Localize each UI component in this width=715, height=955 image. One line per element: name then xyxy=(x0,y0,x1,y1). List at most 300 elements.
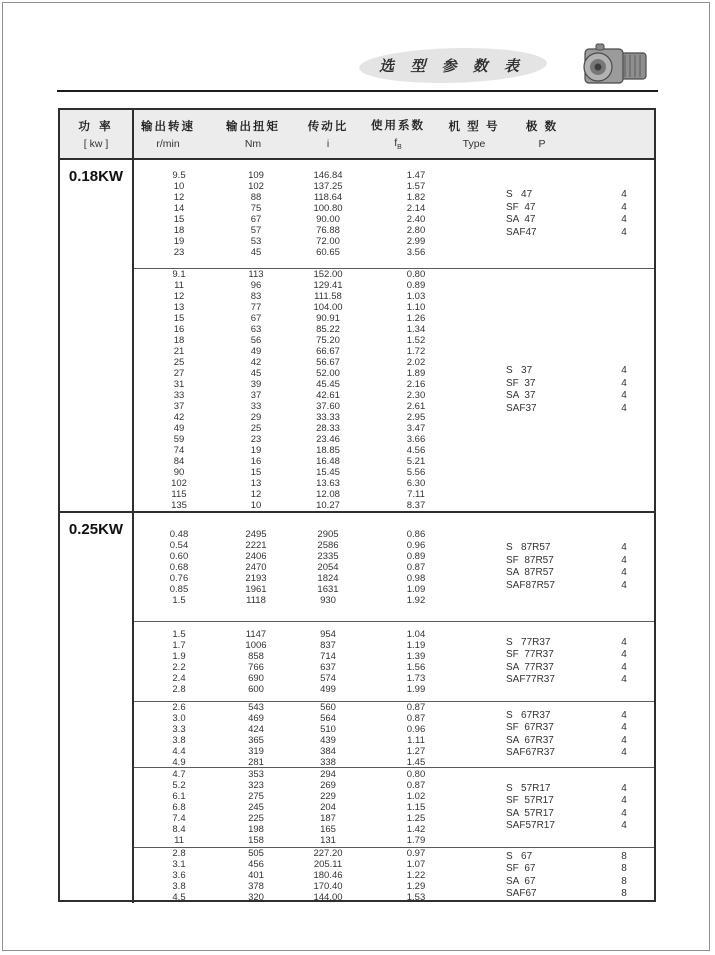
ratio-cell: 2054 xyxy=(317,561,339,573)
factor-cell: 1.73 xyxy=(406,672,426,684)
factor-cell: 0.89 xyxy=(406,550,426,562)
speed-cell: 4.5 xyxy=(172,892,186,903)
torque-cell: 378 xyxy=(248,881,264,892)
torque-cell: 19 xyxy=(250,445,262,456)
torque-cell: 2406 xyxy=(245,550,267,562)
table-row xyxy=(134,529,654,540)
model-type-row: SA 47 4 xyxy=(506,214,651,227)
factor-cell: 0.87 xyxy=(406,701,426,713)
model-type-row: SAF57R17 4 xyxy=(506,820,651,833)
speed-cell: 49 xyxy=(173,423,185,434)
ratio-cell: 560 xyxy=(320,701,336,713)
factor-cell: 1.57 xyxy=(406,181,426,192)
poles-value: 4 xyxy=(621,782,627,794)
speed-cell: 19 xyxy=(173,236,185,247)
ratio-cell: 129.41 xyxy=(313,280,343,291)
factor-cell: 3.56 xyxy=(406,247,426,258)
torque-cell: 63 xyxy=(250,324,262,335)
speed-cell: 1.5 xyxy=(172,628,186,640)
speed-cell: 18 xyxy=(173,225,185,236)
torque-cell: 281 xyxy=(248,756,264,767)
ratio-cell: 165 xyxy=(320,824,336,835)
factor-cell: 0.96 xyxy=(406,539,426,551)
torque-cell: 365 xyxy=(248,734,264,746)
model-type-row: SAF67 8 xyxy=(506,888,651,901)
ratio-cell: 104.00 xyxy=(313,302,343,313)
ratio-cell: 2905 xyxy=(317,528,339,540)
factor-cell: 2.02 xyxy=(406,357,426,368)
torque-cell: 53 xyxy=(250,236,262,247)
header-poles: 极 数 P xyxy=(525,121,559,150)
torque-cell: 2470 xyxy=(245,561,267,573)
table-row xyxy=(134,291,654,302)
ratio-cell: 131 xyxy=(320,835,336,846)
factor-cell: 2.61 xyxy=(406,401,426,412)
table-row xyxy=(134,302,654,313)
poles-value: 4 xyxy=(621,579,627,591)
speed-cell: 11 xyxy=(174,280,184,291)
factor-cell: 1.89 xyxy=(406,368,426,379)
torque-cell: 57 xyxy=(250,225,262,236)
torque-cell: 77 xyxy=(250,302,262,313)
table-header-row xyxy=(60,110,654,160)
ratio-group xyxy=(134,160,654,268)
gearmotor-image xyxy=(576,40,652,92)
model-type-block xyxy=(506,851,651,901)
ratio-cell: 837 xyxy=(320,639,336,651)
torque-cell: 25 xyxy=(250,423,262,434)
poles-value: 4 xyxy=(621,189,627,200)
poles-value: 4 xyxy=(621,661,627,673)
ratio-cell: 75.20 xyxy=(316,335,340,346)
speed-cell: 0.60 xyxy=(169,550,189,562)
speed-cell: 2.8 xyxy=(172,683,186,695)
table-row xyxy=(134,445,654,456)
torque-cell: 225 xyxy=(248,813,264,824)
speed-cell: 3.8 xyxy=(172,734,186,746)
ratio-cell: 1631 xyxy=(317,583,339,595)
speed-cell: 8.4 xyxy=(172,824,186,835)
ratio-cell: 28.33 xyxy=(316,423,340,434)
torque-cell: 45 xyxy=(250,247,262,258)
torque-cell: 109 xyxy=(248,170,264,181)
model-type-row: SA 77R37 4 xyxy=(506,662,651,675)
poles-value: 4 xyxy=(621,807,627,819)
torque-cell: 158 xyxy=(248,835,264,846)
poles-value: 4 xyxy=(621,734,627,746)
torque-cell: 67 xyxy=(250,214,262,225)
poles-value: 4 xyxy=(621,365,627,376)
ratio-cell: 33.33 xyxy=(316,412,340,423)
ratio-cell: 10.27 xyxy=(316,500,340,511)
ratio-cell: 564 xyxy=(320,712,336,724)
torque-cell: 15 xyxy=(250,467,262,478)
speed-cell: 59 xyxy=(173,434,185,445)
poles-value: 4 xyxy=(621,636,627,648)
torque-cell: 320 xyxy=(248,892,264,903)
speed-cell: 1.9 xyxy=(172,650,186,662)
ratio-cell: 269 xyxy=(320,780,336,791)
model-type-row: S 77R37 4 xyxy=(506,637,651,650)
model-type-row: SA 87R57 4 xyxy=(506,567,651,580)
model-type-row: S 57R17 4 xyxy=(506,783,651,796)
model-type-row: SAF77R37 4 xyxy=(506,674,651,687)
torque-cell: 39 xyxy=(250,379,262,390)
factor-cell: 1.56 xyxy=(406,661,426,673)
model-type-row: SA 67R37 4 xyxy=(506,735,651,748)
factor-cell: 1.19 xyxy=(406,639,426,651)
ratio-cell: 118.64 xyxy=(313,192,343,203)
factor-cell: 3.47 xyxy=(406,423,426,434)
speed-cell: 3.8 xyxy=(172,881,186,892)
torque-cell: 2193 xyxy=(245,572,267,584)
factor-cell: 1.79 xyxy=(406,835,426,846)
ratio-cell: 137.25 xyxy=(313,181,343,192)
speed-cell: 2.2 xyxy=(172,661,186,673)
torque-cell: 1147 xyxy=(245,628,267,640)
model-type-row: SA 37 4 xyxy=(506,390,651,403)
table-row xyxy=(134,456,654,467)
model-type-row: SA 67 8 xyxy=(506,876,651,889)
ratio-cell: 111.58 xyxy=(314,291,342,302)
header-power-label: 功 率 xyxy=(78,121,114,133)
torque-cell: 49 xyxy=(250,346,262,357)
speed-cell: 2.4 xyxy=(172,672,186,684)
factor-cell: 1.09 xyxy=(406,583,426,595)
model-type-row: S 47 4 xyxy=(506,189,651,202)
torque-cell: 33 xyxy=(250,401,262,412)
speed-cell: 13 xyxy=(173,302,185,313)
speed-cell: 10 xyxy=(173,181,185,192)
torque-cell: 37 xyxy=(250,390,262,401)
model-type-row: SA 57R17 4 xyxy=(506,808,651,821)
ratio-cell: 2335 xyxy=(317,550,339,562)
factor-cell: 4.56 xyxy=(406,445,426,456)
factor-cell: 2.14 xyxy=(406,203,426,214)
poles-value: 4 xyxy=(621,201,627,213)
poles-value: 4 xyxy=(621,567,627,578)
ratio-cell: 23.46 xyxy=(316,434,340,445)
speed-cell: 1.5 xyxy=(172,594,186,606)
header-power xyxy=(60,110,134,158)
torque-cell: 600 xyxy=(248,683,264,695)
ratio-cell: 90.91 xyxy=(316,313,340,324)
factor-cell: 0.87 xyxy=(406,561,426,573)
torque-cell: 1961 xyxy=(245,583,267,595)
torque-cell: 56 xyxy=(250,335,262,346)
table-row xyxy=(134,434,654,445)
ratio-cell: 930 xyxy=(320,594,336,606)
speed-cell: 0.76 xyxy=(169,572,189,584)
speed-cell: 42 xyxy=(173,412,185,423)
speed-cell: 37 xyxy=(173,401,185,412)
ratio-cell: 52.00 xyxy=(316,368,340,379)
speed-cell: 1.7 xyxy=(172,639,186,651)
factor-cell: 1.34 xyxy=(406,324,426,335)
table-row xyxy=(134,835,654,846)
factor-cell: 1.47 xyxy=(406,170,426,181)
speed-cell: 90 xyxy=(173,467,185,478)
speed-cell: 18 xyxy=(173,335,185,346)
model-type-row: SF 47 4 xyxy=(506,202,651,215)
torque-cell: 275 xyxy=(248,791,264,802)
torque-cell: 10 xyxy=(250,500,262,511)
ratio-group xyxy=(134,513,654,621)
model-type-row: SF 67 8 xyxy=(506,863,651,876)
torque-cell: 469 xyxy=(248,712,264,724)
factor-cell: 1.92 xyxy=(406,594,426,606)
factor-cell: 1.04 xyxy=(406,628,426,640)
torque-cell: 2495 xyxy=(245,528,267,540)
table-row xyxy=(134,423,654,434)
table-row xyxy=(134,595,654,606)
factor-cell: 0.98 xyxy=(406,572,426,584)
poles-value: 4 xyxy=(621,722,627,733)
table-row xyxy=(134,313,654,324)
ratio-cell: 152.00 xyxy=(313,269,343,280)
table-body xyxy=(60,160,654,903)
ratio-cell: 338 xyxy=(320,756,336,767)
ratio-cell: 12.08 xyxy=(316,489,340,500)
ratio-cell: 187 xyxy=(320,813,336,824)
factor-cell: 1.72 xyxy=(406,346,426,357)
factor-cell: 1.11 xyxy=(407,734,425,746)
speed-cell: 11 xyxy=(174,835,184,846)
factor-cell: 1.52 xyxy=(406,335,426,346)
torque-cell: 766 xyxy=(248,661,264,673)
model-type-block xyxy=(506,542,651,592)
speed-cell: 4.7 xyxy=(172,769,186,780)
torque-cell: 13 xyxy=(250,478,262,489)
ratio-cell: 439 xyxy=(320,734,336,746)
speed-cell: 6.8 xyxy=(172,802,186,813)
factor-cell: 2.30 xyxy=(406,390,426,401)
poles-value: 8 xyxy=(621,875,627,887)
ratio-cell: 15.45 xyxy=(316,467,340,478)
torque-cell: 401 xyxy=(248,870,264,881)
torque-cell: 543 xyxy=(248,701,264,713)
factor-cell: 2.40 xyxy=(406,214,426,225)
power-label: 0.18KW xyxy=(60,160,134,511)
ratio-cell: 170.40 xyxy=(313,881,343,892)
ratio-cell: 16.48 xyxy=(316,456,340,467)
ratio-cell: 229 xyxy=(320,791,336,802)
factor-cell: 2.80 xyxy=(406,225,426,236)
table-row xyxy=(134,500,654,511)
poles-value: 4 xyxy=(621,674,627,685)
speed-cell: 33 xyxy=(173,390,185,401)
factor-cell: 1.45 xyxy=(406,756,426,767)
model-type-row: SAF47 4 xyxy=(506,227,651,240)
speed-cell: 3.6 xyxy=(172,870,186,881)
factor-cell: 7.11 xyxy=(407,489,425,500)
poles-value: 4 xyxy=(621,747,627,758)
speed-cell: 12 xyxy=(173,291,185,302)
torque-cell: 245 xyxy=(248,802,264,813)
factor-cell: 1.99 xyxy=(406,683,426,695)
model-type-block xyxy=(506,365,651,415)
factor-cell: 1.39 xyxy=(406,650,426,662)
poles-value: 8 xyxy=(621,888,627,899)
model-type-row: SF 57R17 4 xyxy=(506,795,651,808)
factor-cell: 0.86 xyxy=(406,528,426,540)
model-type-block xyxy=(506,783,651,833)
ratio-group xyxy=(134,268,654,511)
factor-cell: 2.99 xyxy=(406,236,426,247)
factor-cell: 1.15 xyxy=(406,802,426,813)
table-row xyxy=(134,335,654,346)
model-type-block xyxy=(506,637,651,687)
speed-cell: 3.0 xyxy=(172,712,186,724)
speed-cell: 4.4 xyxy=(172,745,186,757)
torque-cell: 505 xyxy=(248,848,264,859)
ratio-cell: 294 xyxy=(320,769,336,780)
ratio-cell: 66.67 xyxy=(316,346,340,357)
speed-cell: 3.3 xyxy=(172,723,186,735)
factor-cell: 1.10 xyxy=(406,302,426,313)
torque-cell: 319 xyxy=(248,745,264,757)
poles-value: 4 xyxy=(621,390,627,401)
ratio-cell: 76.88 xyxy=(316,225,340,236)
factor-cell: 5.21 xyxy=(406,456,426,467)
factor-cell: 1.02 xyxy=(406,791,426,802)
header-rule xyxy=(57,90,658,92)
torque-cell: 88 xyxy=(250,192,262,203)
factor-cell: 1.22 xyxy=(406,870,426,881)
ratio-cell: 18.85 xyxy=(316,445,340,456)
poles-value: 4 xyxy=(621,377,627,389)
torque-cell: 1006 xyxy=(245,639,267,651)
factor-cell: 2.16 xyxy=(406,379,426,390)
torque-cell: 23 xyxy=(250,434,262,445)
speed-cell: 9.1 xyxy=(172,269,186,280)
speed-cell: 21 xyxy=(173,346,185,357)
model-type-row: SF 87R57 4 xyxy=(506,555,651,568)
factor-cell: 1.53 xyxy=(406,892,426,903)
speed-cell: 0.68 xyxy=(169,561,189,573)
torque-cell: 353 xyxy=(248,769,264,780)
ratio-group xyxy=(134,847,654,903)
speed-cell: 31 xyxy=(173,379,185,390)
poles-value: 4 xyxy=(621,542,627,553)
torque-cell: 75 xyxy=(250,203,262,214)
factor-cell: 0.87 xyxy=(406,780,426,791)
torque-cell: 113 xyxy=(248,269,264,280)
ratio-cell: 72.00 xyxy=(316,236,340,247)
model-type-row: SF 37 4 xyxy=(506,378,651,391)
speed-cell: 27 xyxy=(173,368,185,379)
factor-cell: 1.82 xyxy=(406,192,426,203)
header-model-type: 机 型 号 Type xyxy=(448,121,500,150)
ratio-cell: 637 xyxy=(320,661,336,673)
torque-cell: 83 xyxy=(250,291,262,302)
ratio-cell: 37.60 xyxy=(316,401,340,412)
ratio-cell: 1824 xyxy=(317,572,339,584)
factor-cell: 0.97 xyxy=(406,848,426,859)
table-row xyxy=(134,170,654,181)
table-row xyxy=(134,269,654,280)
torque-cell: 45 xyxy=(250,368,262,379)
ratio-cell: 85.22 xyxy=(316,324,340,335)
factor-cell: 0.80 xyxy=(406,269,426,280)
factor-cell: 1.25 xyxy=(406,813,426,824)
factor-cell: 8.37 xyxy=(406,500,426,511)
factor-cell: 2.95 xyxy=(406,412,426,423)
poles-value: 4 xyxy=(621,214,627,225)
ratio-cell: 2586 xyxy=(317,539,339,551)
model-type-block xyxy=(506,189,651,239)
model-type-row: S 67 8 xyxy=(506,851,651,864)
model-type-row: SAF87R57 4 xyxy=(506,580,651,593)
torque-cell: 96 xyxy=(250,280,262,291)
speed-cell: 2.8 xyxy=(172,848,186,859)
torque-cell: 1118 xyxy=(246,594,266,606)
table-row xyxy=(134,478,654,489)
torque-cell: 42 xyxy=(250,357,262,368)
table-row xyxy=(134,769,654,780)
header-ratio: 传动比 i xyxy=(307,121,349,150)
poles-value: 4 xyxy=(621,649,627,660)
torque-cell: 12 xyxy=(250,489,262,500)
table-row xyxy=(134,489,654,500)
factor-cell: 5.56 xyxy=(406,467,426,478)
header-power-unit: [ kw ] xyxy=(83,138,109,150)
table-row xyxy=(134,324,654,335)
model-type-block xyxy=(506,710,651,760)
torque-cell: 67 xyxy=(250,313,262,324)
poles-value: 8 xyxy=(621,850,627,862)
table-row xyxy=(134,280,654,291)
speed-cell: 0.85 xyxy=(169,583,189,595)
model-type-row: SF 67R37 4 xyxy=(506,722,651,735)
speed-cell: 2.6 xyxy=(172,701,186,713)
model-type-row: SAF37 4 xyxy=(506,403,651,416)
header-service-factor: 使用系数 $f_B$ xyxy=(371,119,425,152)
factor-cell: 6.30 xyxy=(406,478,426,489)
speed-cell: 102 xyxy=(171,478,187,489)
torque-cell: 858 xyxy=(248,650,264,662)
group-stack xyxy=(134,160,654,511)
selection-parameter-table xyxy=(58,108,656,902)
ratio-cell: 714 xyxy=(320,650,336,662)
power-section xyxy=(60,511,654,903)
torque-cell: 456 xyxy=(248,859,264,870)
speed-cell: 15 xyxy=(173,214,185,225)
speed-cell: 6.1 xyxy=(172,791,186,802)
ratio-group xyxy=(134,701,654,767)
model-type-row: SF 77R37 4 xyxy=(506,649,651,662)
torque-cell: 102 xyxy=(248,181,264,192)
speed-cell: 23 xyxy=(173,247,185,258)
speed-cell: 9.5 xyxy=(172,170,186,181)
ratio-cell: 146.84 xyxy=(313,170,343,181)
factor-cell: 1.27 xyxy=(406,745,426,757)
ratio-cell: 100.80 xyxy=(313,203,343,214)
factor-cell: 1.42 xyxy=(406,824,426,835)
speed-cell: 0.54 xyxy=(169,539,189,551)
speed-cell: 74 xyxy=(173,445,185,456)
ratio-cell: 180.46 xyxy=(313,870,343,881)
torque-cell: 198 xyxy=(248,824,264,835)
ratio-cell: 954 xyxy=(320,628,336,640)
speed-cell: 25 xyxy=(173,357,185,368)
group-stack xyxy=(134,513,654,903)
speed-cell: 84 xyxy=(173,456,185,467)
speed-cell: 7.4 xyxy=(172,813,186,824)
ratio-group xyxy=(134,767,654,847)
ratio-group xyxy=(134,621,654,701)
torque-cell: 2221 xyxy=(245,539,267,551)
